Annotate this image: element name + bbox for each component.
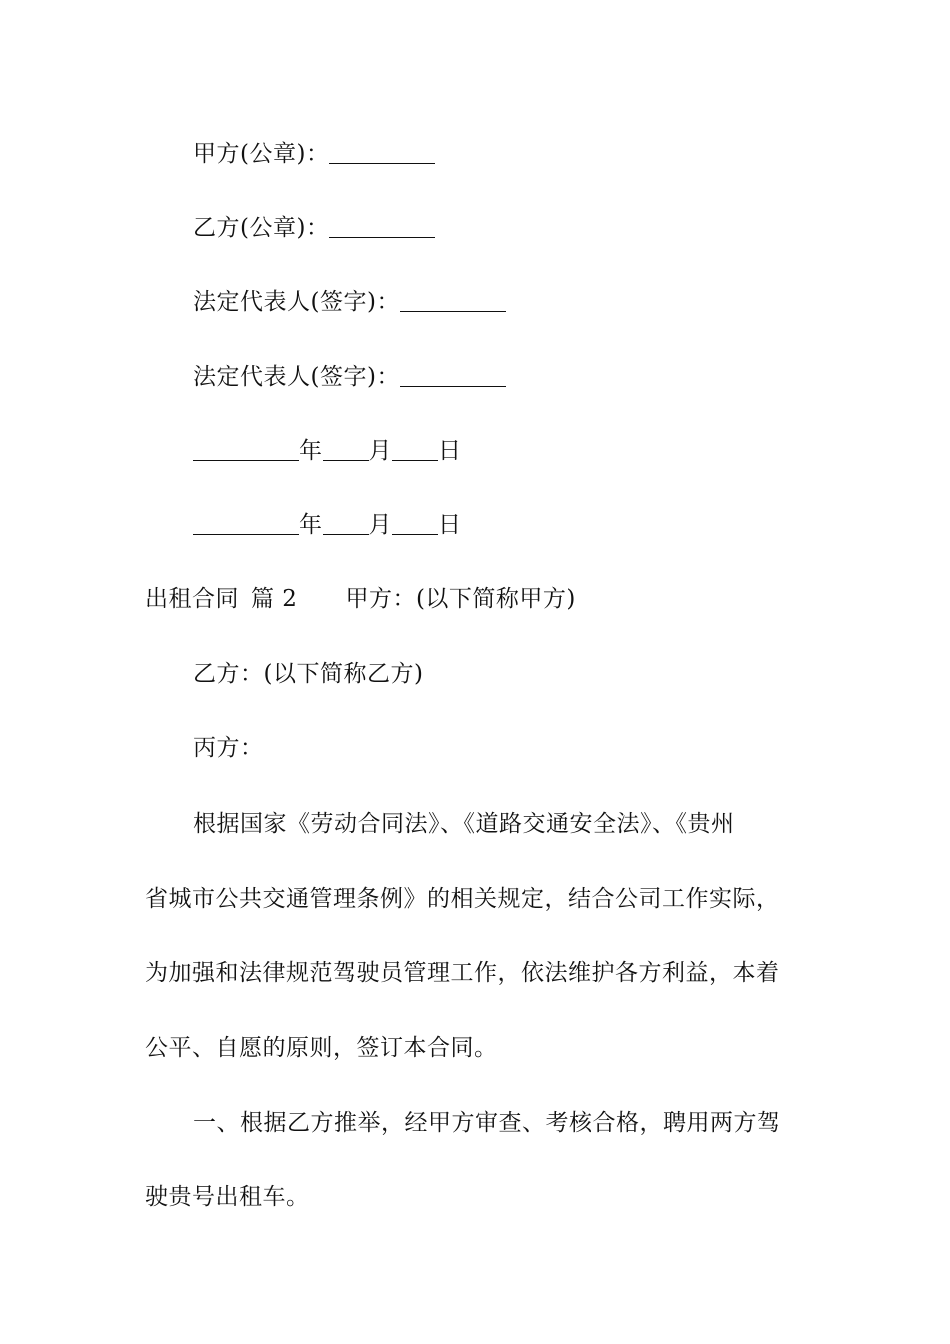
legal-rep-blank-1: [400, 289, 506, 312]
party-a-seal-line: [193, 138, 435, 169]
para1-text-4: 公平、自愿的原则，签订本合同。: [145, 1035, 498, 1061]
para1-text-3: 为加强和法律规范驾驶员管理工作，依法维护各方利益，本着: [145, 960, 780, 986]
month-blank-1: [323, 438, 369, 461]
para1-line-2: [145, 884, 780, 914]
month-label-1: 月: [368, 438, 392, 464]
legal-rep-label-2: 法定代表人(签字)：: [193, 364, 400, 390]
legal-rep-line-1: [193, 286, 506, 317]
year-label-1: 年: [299, 438, 323, 464]
party-b-seal-blank: [329, 215, 435, 238]
party-b-seal-line: [193, 212, 435, 243]
date-line-1: [193, 435, 462, 466]
day-label-1: 日: [438, 438, 462, 464]
para1-text-1: 根据国家《劳动合同法》、《道路交通安全法》、《贵州: [193, 811, 735, 837]
month-blank-2: [323, 512, 369, 535]
contract2-section: 篇 2: [251, 586, 298, 612]
para2-line-2: [145, 1182, 310, 1212]
date-line-2: [193, 509, 462, 540]
contract2-heading-line: [145, 584, 576, 614]
para1-line-4: [145, 1033, 498, 1063]
day-blank-2: [392, 512, 438, 535]
para2-text-1: 一、根据乙方推举，经甲方审查、考核合格，聘用两方驾: [193, 1110, 781, 1136]
day-label-2: 日: [438, 512, 462, 538]
contract2-party-c: 丙方：: [193, 735, 264, 761]
day-blank-1: [392, 438, 438, 461]
contract2-party-b: 乙方：(以下简称乙方): [193, 661, 424, 687]
para1-line-3: [145, 958, 780, 988]
para2-text-2: 驶贵号出租车。: [145, 1184, 310, 1210]
year-blank-2: [193, 512, 299, 535]
legal-rep-line-2: [193, 361, 506, 392]
para1-line-1: [193, 809, 735, 839]
legal-rep-label-1: 法定代表人(签字)：: [193, 289, 400, 315]
contract2-party-a: 甲方：(以下简称甲方): [345, 586, 576, 612]
party-b-seal-label: 乙方(公章)：: [193, 215, 330, 241]
year-label-2: 年: [299, 512, 323, 538]
contract2-party-c-line: [193, 733, 264, 763]
para2-line-1: [193, 1108, 781, 1138]
legal-rep-blank-2: [400, 364, 506, 387]
party-a-seal-blank: [329, 141, 435, 164]
contract2-party-b-line: [193, 659, 423, 689]
year-blank-1: [193, 438, 299, 461]
para1-text-2: 省城市公共交通管理条例》的相关规定，结合公司工作实际，: [145, 886, 780, 912]
contract2-title: 出租合同: [145, 586, 239, 612]
month-label-2: 月: [368, 512, 392, 538]
party-a-seal-label: 甲方(公章)：: [193, 141, 330, 167]
